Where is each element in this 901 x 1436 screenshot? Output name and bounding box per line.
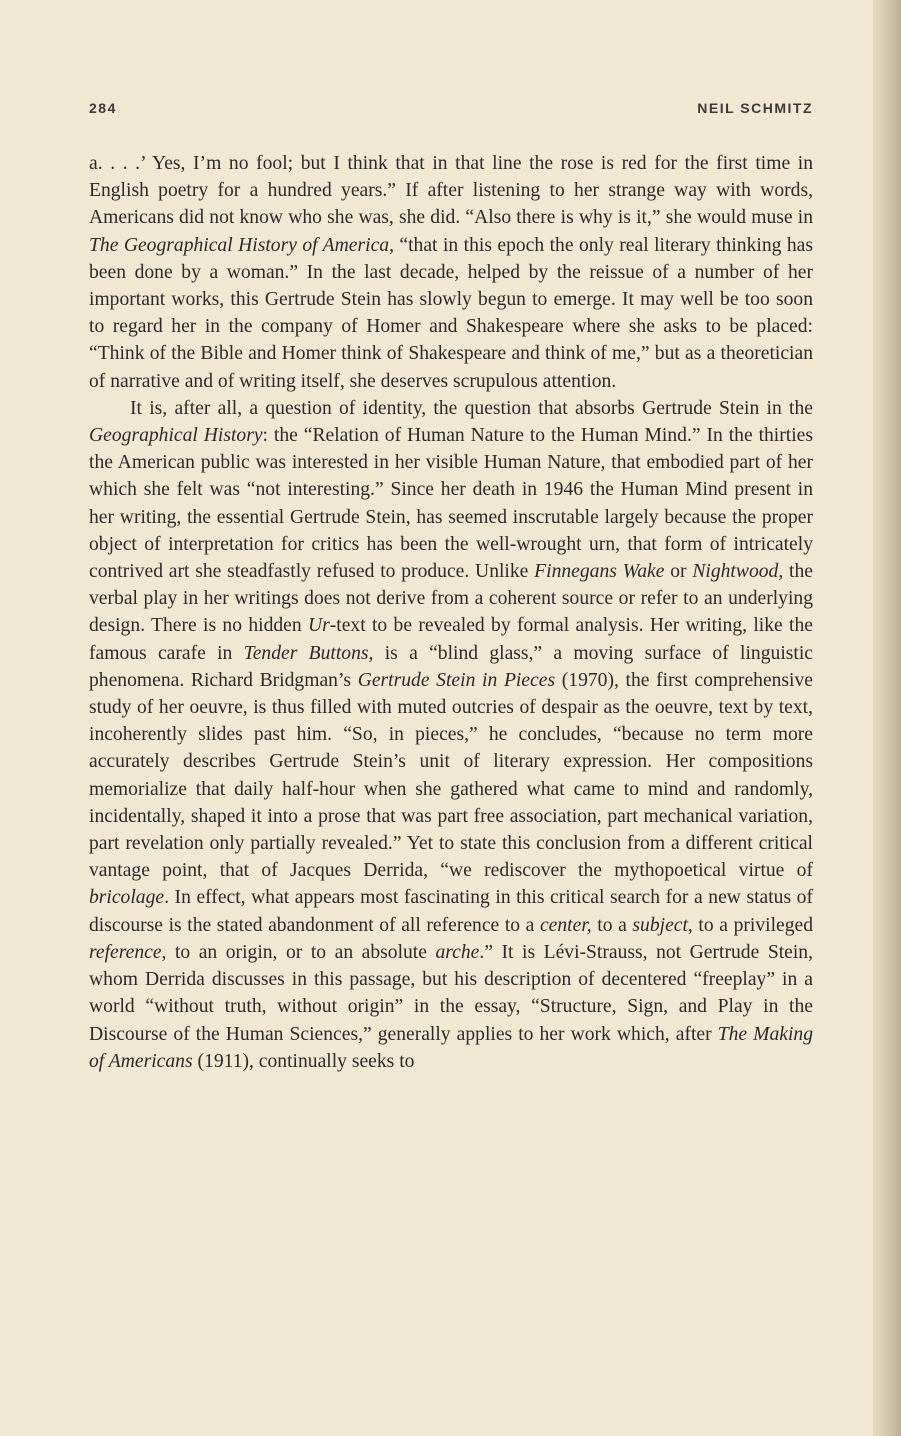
paragraph-2 <box>89 395 813 1075</box>
text-run: or <box>664 561 693 583</box>
italic-term: reference, <box>89 941 167 963</box>
italic-title: Gertrude Stein in Pieces <box>357 669 556 691</box>
page-number: 284 <box>89 100 117 116</box>
italic-term: center, <box>539 914 592 936</box>
text-run: is a “blind glass,” a moving surface of linguistic phenomena. Richard Bridgman’s <box>89 642 813 691</box>
text-run: -text to be revealed by formal analysis. Her writing, like the famous carafe in <box>89 615 813 664</box>
italic-title: Tender Buttons, <box>243 642 374 664</box>
italic-title: The Making of Americans <box>89 1023 813 1072</box>
text-run: (1970), the first comprehensive study of her oeuvre, is thus filled with muted outcries of despair as the oeuvre, text by text, incoherently slides past him. “So, in pieces,” he concludes, “because no term more accurately describes Gertrude Stein’s unit of literary expression. Her compositions memorialize that daily half-hour when she gathered what came to mind and randomly, incidentally, shaped it into a prose that was part free association, part mechanical variation, part revelation only partially revealed.” Yet to state this conclusion from a different critical vantage point, that of Jacques Derrida, “we rediscover the mythopoetical virtue of <box>89 669 813 882</box>
text-run: (1911), continually seeks to <box>192 1050 415 1072</box>
italic-title: The Geographical History of America, <box>89 234 394 256</box>
text-run: : the “Relation of Human Nature to the Human Mind.” In the thirties the American public was interested in her visible Human Nature, that embodied part of her which she felt was “not interesting.” Since her death in 1946 the Human Mind present in her writing, the essential Gertrude Stein, has seemed inscrutable largely because the proper object of interpretation for critics has been the well-wrought urn, that form of intricately contrived art she steadfastly refused to produce. Unlike <box>89 425 813 583</box>
italic-title: Nightwood, <box>692 561 784 583</box>
italic-term: Ur <box>307 615 330 637</box>
body-text <box>89 150 813 1075</box>
text-run: . In effect, what appears most fascinating in this critical search for a new status of discourse is the stated abandonment of all reference to a <box>89 887 813 936</box>
text-run: .” It is Lévi-Strauss, not Gertrude Stein, whom Derrida discusses in this passage, but his description of decentered “freeplay” in a world “without truth, without origin” in the essay, “Structure, Sign, and Play in the Discourse of the Human Sciences,” generally applies to her work which, after <box>89 941 813 1045</box>
text-run: to an origin, or to an absolute <box>166 941 436 963</box>
text-run: to a <box>591 914 633 936</box>
italic-title: Geographical History <box>89 425 263 447</box>
text-run: It is, after all, a question of identity, the question that absorbs Gertrude Stein in the <box>130 397 813 419</box>
paragraph-1 <box>89 150 813 395</box>
page-header <box>89 100 813 120</box>
italic-term: arche <box>435 941 480 963</box>
italic-title: Finnegans Wake <box>534 561 665 583</box>
text-run: the verbal play in her writings does not derive from a coherent source or refer to an underlying design. There is no hidden <box>89 561 813 637</box>
text-run: a. . . .’ Yes, I’m no fool; but I think that in that line the rose is red for the first time in English poetry for a hundred years.” If after listening to her strange way with words, Americans did not know who she was, she did. “Also there is why is it,” she would muse in <box>89 153 813 229</box>
text-run: “that in this epoch the only real literary thinking has been done by a woman.” In the last decade, helped by the reissue of a number of her important works, this Gertrude Stein has slowly begun to emerge. It may well be too soon to regard her in the company of Homer and Shakespeare where she asks to be placed: “Think of the Bible and Homer think of Shakespeare and think of me,” but as a theoretician of narrative and of writing itself, she deserves scrupulous attention. <box>89 234 813 392</box>
italic-term: subject, <box>632 914 693 936</box>
text-run: to a privileged <box>692 914 814 936</box>
page-edge-shadow <box>873 0 901 1436</box>
running-head: NEIL SCHMITZ <box>697 100 813 116</box>
italic-term: bricolage <box>89 887 165 909</box>
